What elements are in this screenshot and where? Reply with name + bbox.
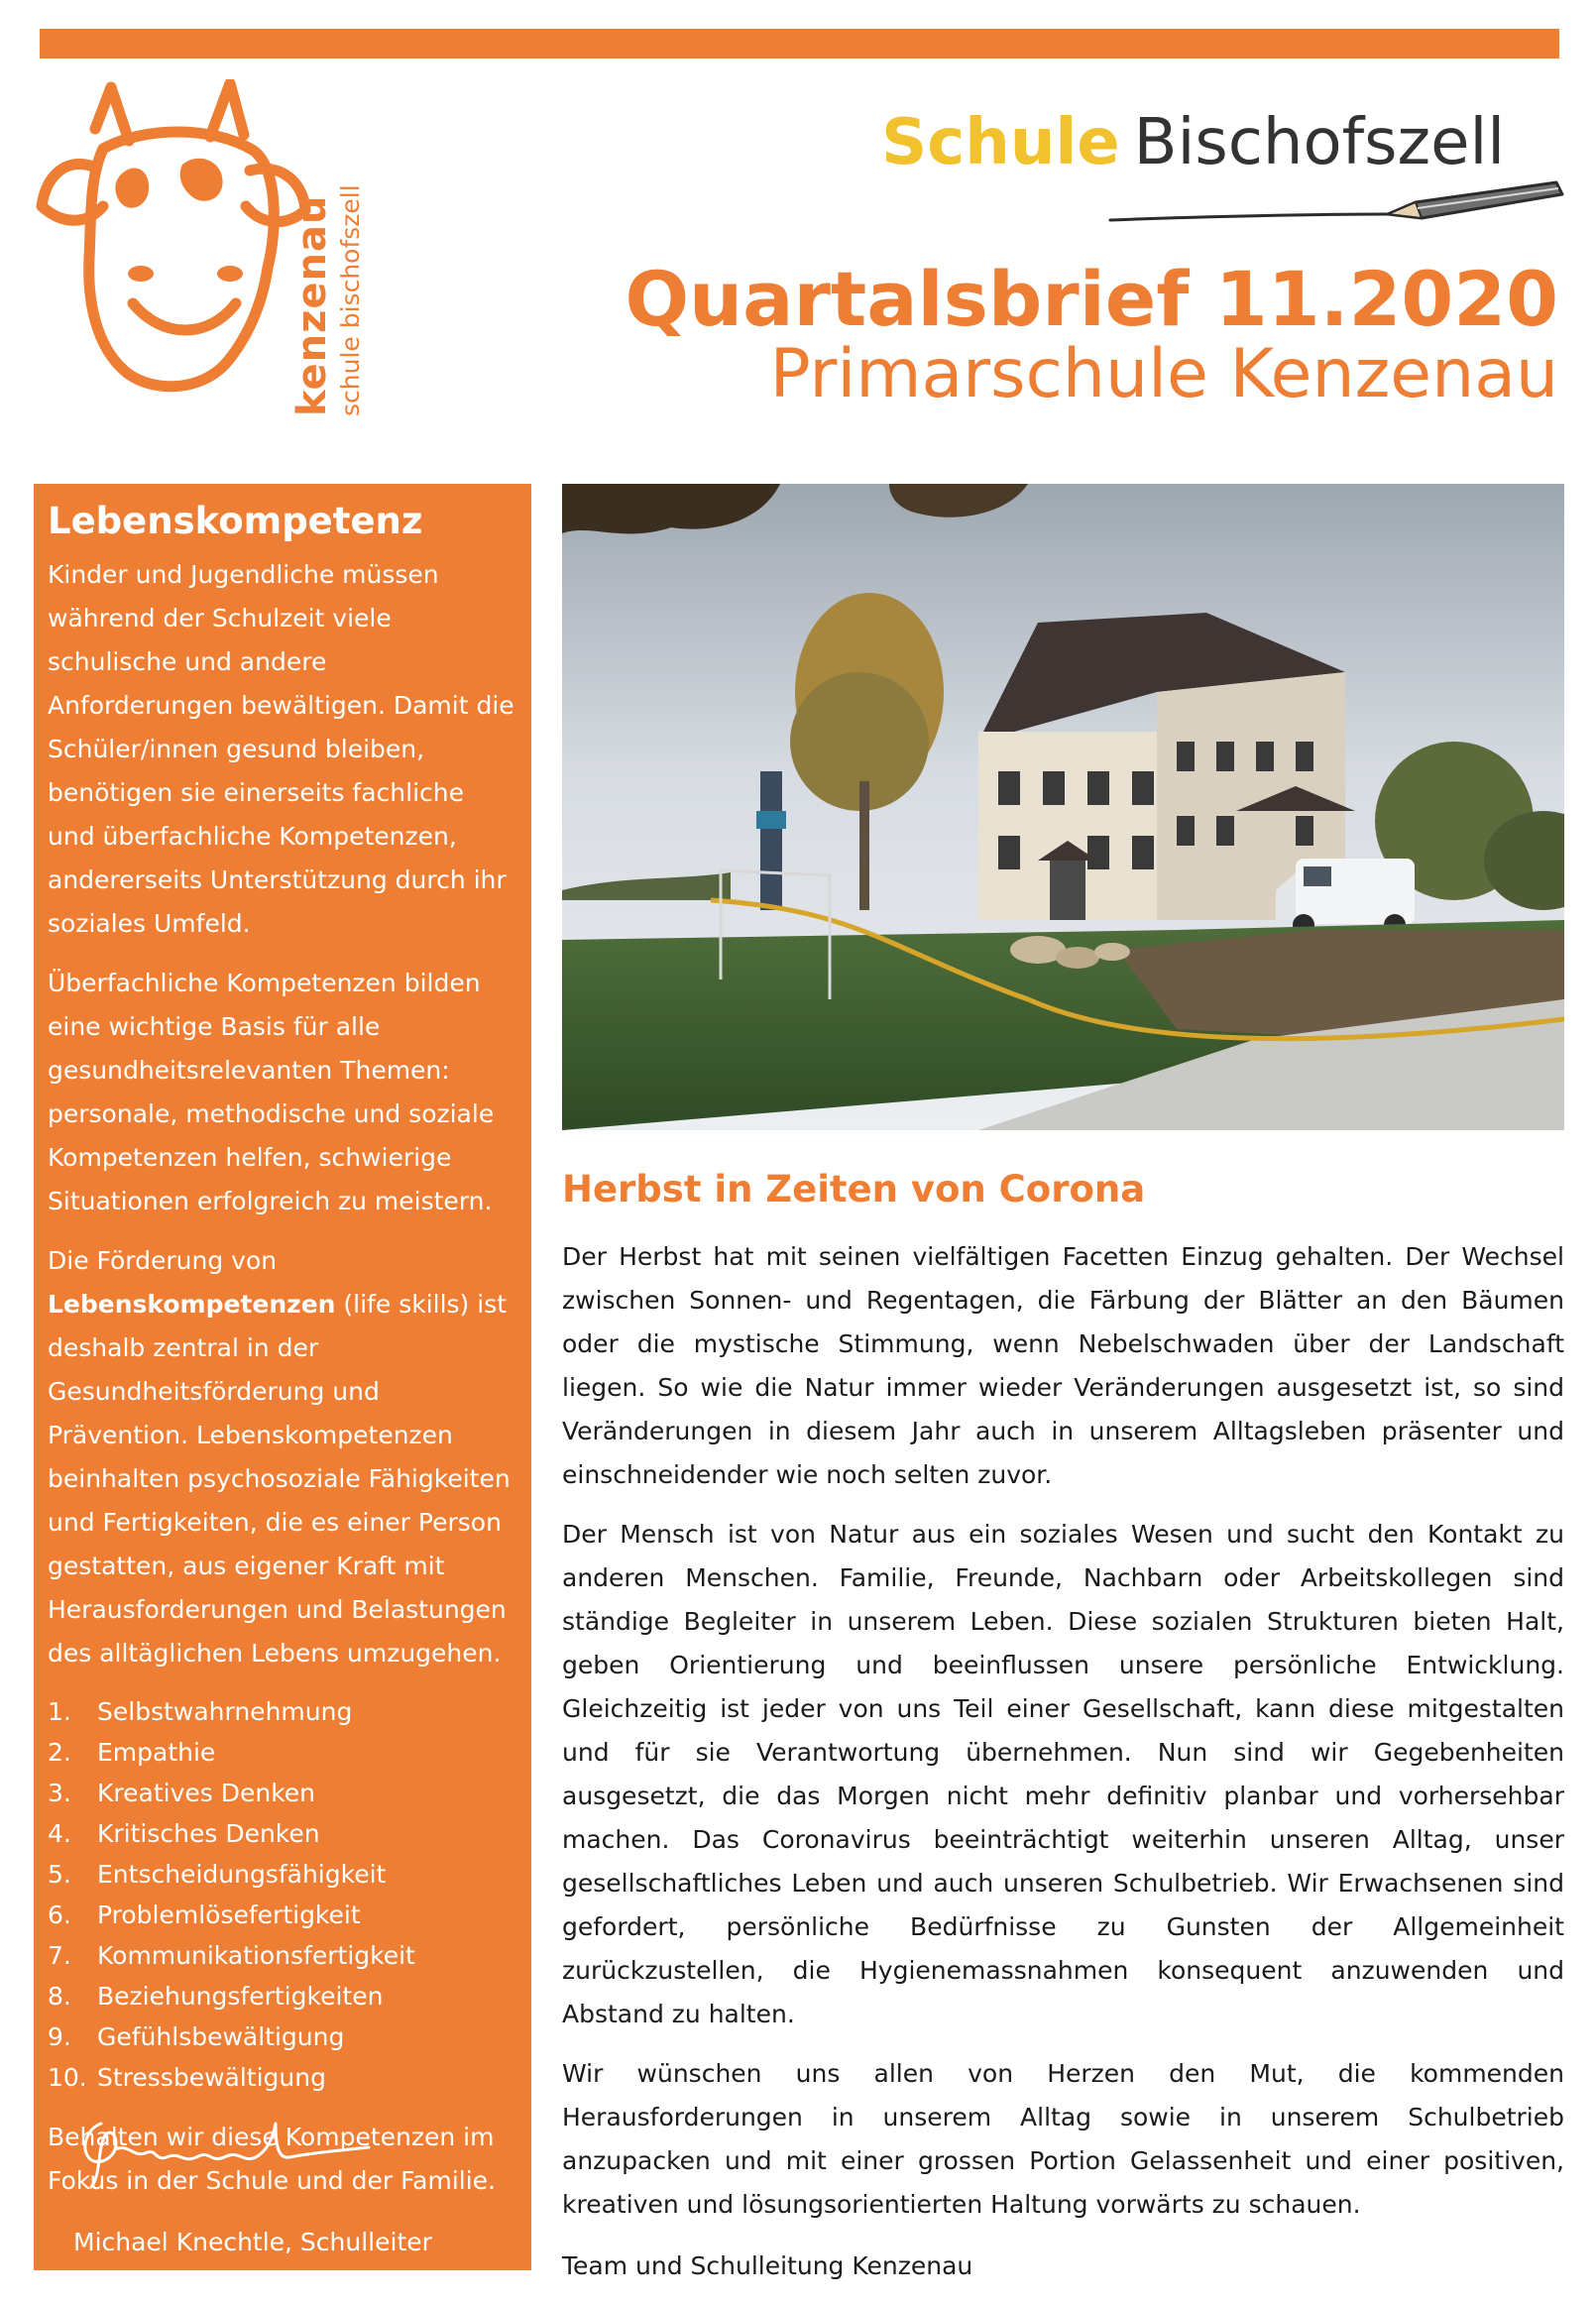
list-item: 9. Gefühlsbewältigung: [48, 2022, 345, 2051]
brand-wordmark: [881, 106, 1505, 179]
article-paragraph-3: Wir wünschen uns allen von Herzen den Mut, die kommenden Herausforderungen in unserem Alltag sowie in unserem Schulbetrieb anzupacken und mit einer grossen Portion Gelassenheit und einer positiven, kreativen und lösungsorientierten Haltung vorwärts zu schauen.: [562, 2059, 1564, 2219]
article-paragraph-1: Der Herbst hat mit seinen vielfältigen Facetten Einzug gehalten. Der Wechsel zwischen Sonnen- und Regentagen, die Färbung der Blätter an den Bäumen oder die mystische Stimmung, wenn Nebelschwaden über der Landschaft liegen. So wie die Natur immer wieder Veränderungen ausgesetzt ist, so sind Veränderungen in diesem Jahr auch in unserem Alltagsleben präsenter und einschneidender wie noch selten zuvor.: [562, 1242, 1564, 1489]
article-herbst: [562, 1162, 1564, 2304]
list-item: 1. Selbstwahrnehmung: [48, 1697, 353, 1726]
list-item: 3. Kreatives Denken: [48, 1779, 316, 1807]
sidebar-p3-bold: Lebenskompetenzen: [48, 1290, 336, 1319]
article-signoff: Team und Schulleitung Kenzenau: [562, 2251, 973, 2280]
list-item: 2. Empathie: [48, 1738, 216, 1767]
competence-list: [48, 1691, 517, 2098]
list-item: 6. Problemlösefertigkeit: [48, 1901, 361, 1929]
sidebar-lebenskompetenz: [34, 484, 531, 2270]
sidebar-heading: Lebenskompetenz: [48, 500, 423, 542]
pencil-icon: [1090, 176, 1566, 236]
sidebar-p3-after: (life skills) ist deshalb zentral in der Gesundheitsförderung und Prävention. Lebenskompetenzen beinhalten psychosoziale Fähigkeiten und Fertigkeiten, die es einer Person gestatten, aus eigener Kraft mit Herausforderungen und Belastungen des alltäglichen Lebens umzugehen.: [48, 1290, 511, 1668]
page-title: Quartalsbrief 11.2020: [625, 255, 1558, 343]
signer-name: Michael Knechtle, Schulleiter: [73, 2228, 432, 2256]
brand-schule: Schule: [881, 106, 1120, 179]
sidebar-paragraph-1: Kinder und Jugendliche müssen während der Schulzeit viele schulische und andere Anforderungen bewältigen. Damit die Schüler/innen gesund bleiben, benötigen sie einerseits fachliche und überfachliche Kompetenzen, andererseits Unterstützung durch ihr soziales Umfeld.: [48, 560, 514, 938]
school-building-photo: [562, 484, 1564, 1130]
sidebar-paragraph-2: Überfachliche Kompetenzen bilden eine wichtige Basis für alle gesundheitsrelevanten Themen: personale, methodische und soziale Kompetenzen helfen, schwierige Situationen erfolgreich zu meistern.: [48, 969, 495, 1215]
page-subtitle: Primarschule Kenzenau: [769, 335, 1558, 413]
article-paragraph-2: Der Mensch ist von Natur aus ein soziales Wesen und sucht den Kontakt zu anderen Menschen. Familie, Freunde, Nachbarn oder Arbeitskollegen sind ständige Begleiter in unserem Leben. Diese sozialen Strukturen bieten Halt, geben Orientierung und beeinflussen unsere persönliche Entwicklung. Gleichzeitig ist jeder von uns Teil einer Gesellschaft, kann diese mitgestalten und für sie Verantwortung übernehmen. Nun sind wir Gegebenheiten ausgesetzt, die das Morgen nicht mehr definitiv planbar und vorhersehbar machen. Das Coronavirus beeinträchtigt weiterhin unseren Alltag, unser gesellschaftliches Leben und auch unseren Schulbetrieb. Wir Erwachsenen sind gefordert, persönliche Bedürfnisse zu Gunsten der Allgemeinheit zurückzustellen, die Hygienemassnahmen konsequent anzuwenden und Abstand zu halten.: [562, 1520, 1564, 2028]
sidebar-p3-before: Die Förderung von: [48, 1246, 278, 1275]
sidebar-paragraph-3: [48, 1239, 517, 1675]
signature-image: [71, 2104, 389, 2193]
page-title-block: [625, 255, 1558, 413]
logo-subtitle: schule bischofszell: [336, 184, 365, 416]
article-heading: Herbst in Zeiten von Corona: [562, 1168, 1146, 1210]
list-item: 7. Kommunikationsfertigkeit: [48, 1941, 415, 1970]
cow-face-icon: [34, 79, 335, 421]
list-item: 8. Beziehungsfertigkeiten: [48, 1982, 384, 2011]
list-item: 4. Kritisches Denken: [48, 1819, 320, 1848]
logo-wordmark: [289, 184, 365, 416]
logo-name: kenzenau: [289, 194, 335, 416]
brand-ort: Bischofszell: [1133, 106, 1505, 179]
top-accent-bar: [40, 29, 1559, 58]
sidebar-closing: Behalten wir diese Kompetenzen im Fokus in der Schule und der Familie.: [48, 2123, 497, 2195]
list-item: 5. Entscheidungsfähigkeit: [48, 1860, 387, 1889]
list-item: 10. Stressbewältigung: [48, 2063, 326, 2092]
